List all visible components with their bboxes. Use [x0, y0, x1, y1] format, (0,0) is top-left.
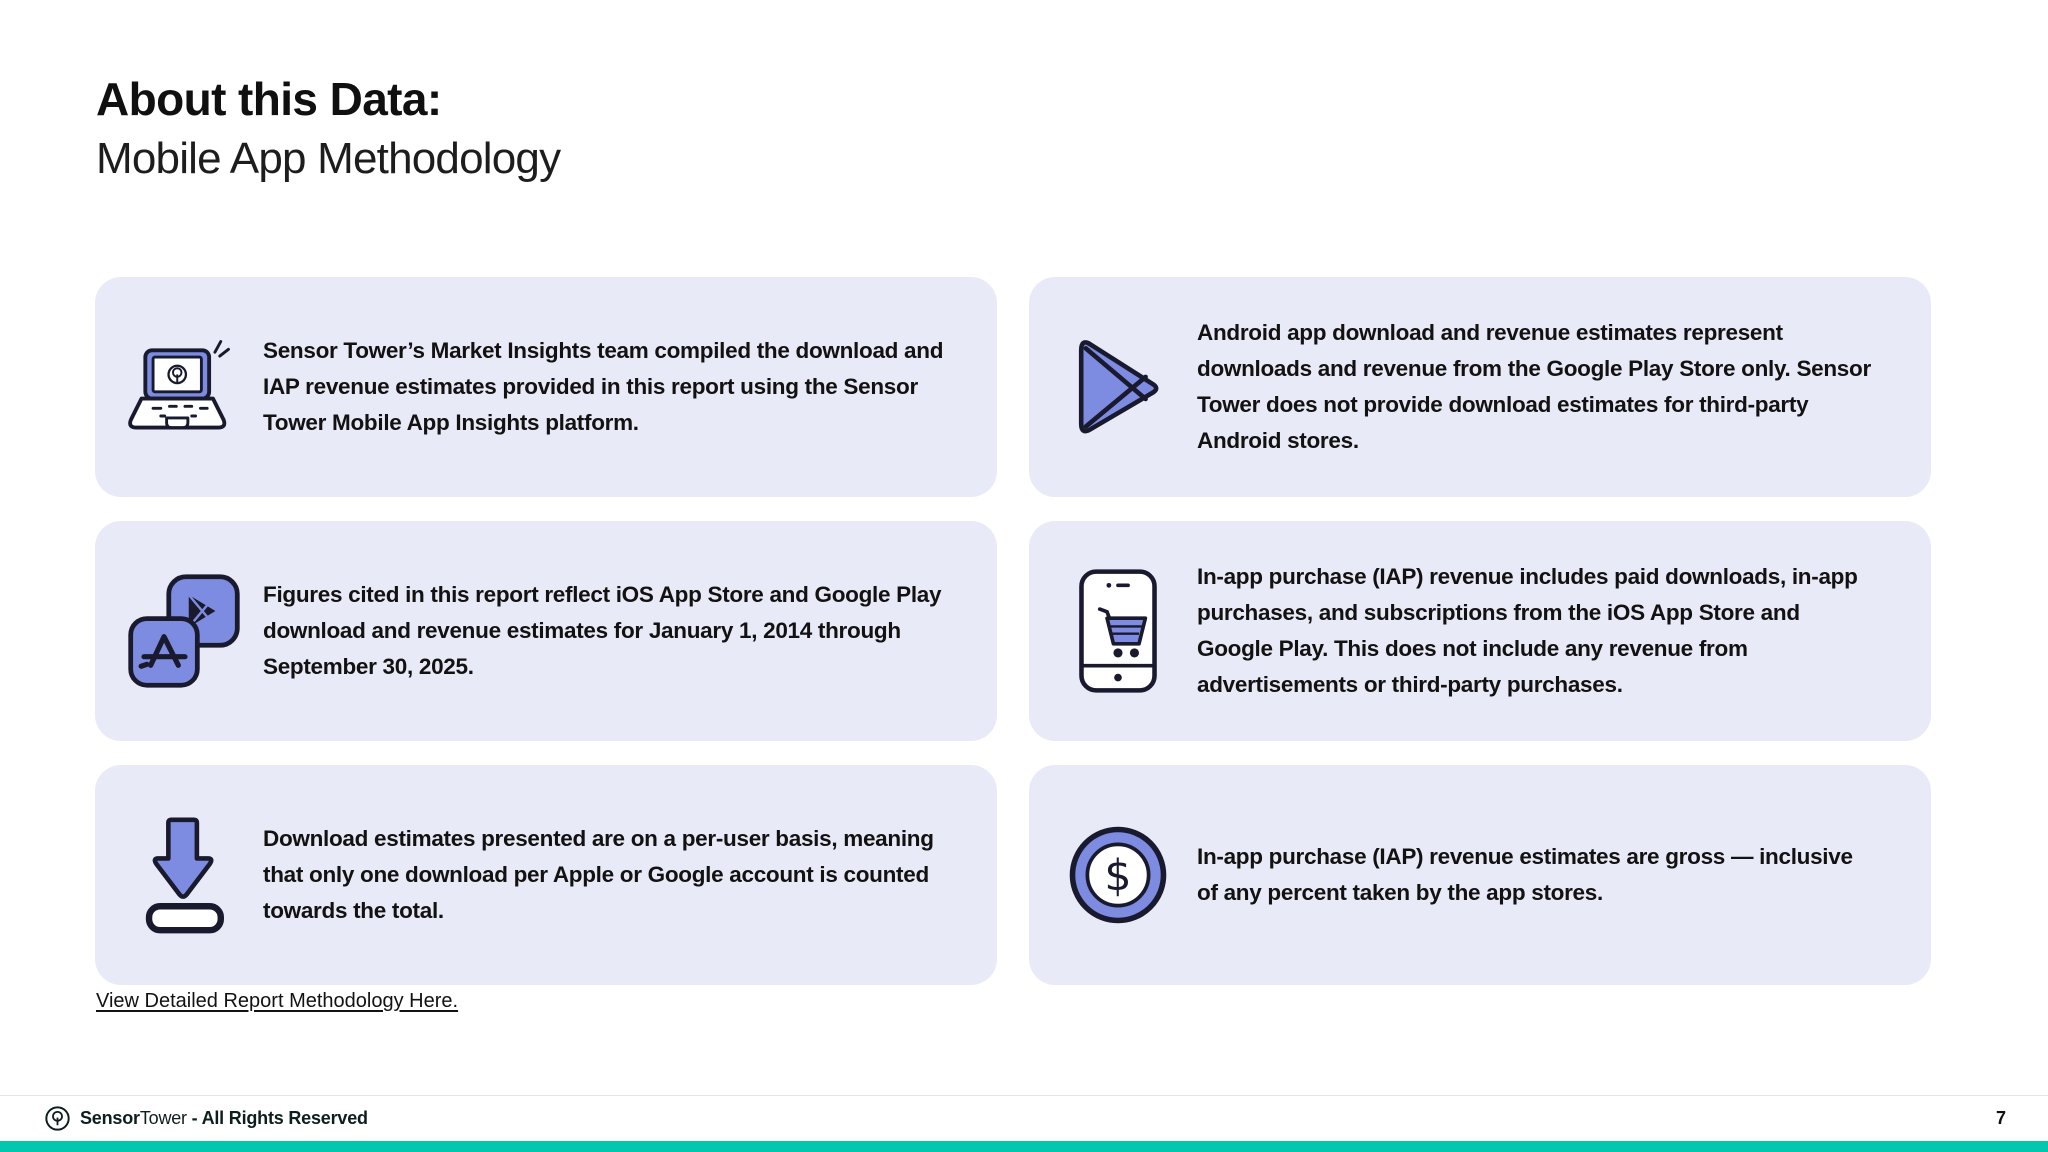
card-iap-revenue: [1029, 521, 1931, 741]
brand-tower: Tower: [139, 1108, 187, 1128]
card-market-insights: [95, 277, 997, 497]
footer: [0, 1095, 2048, 1141]
card-android-estimates: [1029, 277, 1931, 497]
page-title: About this Data:: [96, 73, 442, 125]
svg-text:$: $: [1104, 850, 1132, 901]
card-text: Android app download and revenue estimates represent downloads and revenue from the Google Play Store only. Sensor Tower does not provide download estimates for third-party Android stores.: [1197, 320, 1871, 453]
card-text: In-app purchase (IAP) revenue estimates are gross — inclusive of any percent taken by the app stores.: [1197, 844, 1853, 905]
bottom-accent-bar: [0, 1141, 2048, 1152]
rights-reserved-text: - All Rights Reserved: [191, 1108, 368, 1128]
sensor-tower-logo-icon: [44, 1105, 80, 1132]
phone-shopping-cart-icon: [1057, 567, 1179, 695]
methodology-card-grid: [95, 277, 1931, 985]
card-per-user-downloads: [95, 765, 997, 985]
card-text: In-app purchase (IAP) revenue includes paid downloads, in-app purchases, and subscriptions from the iOS App Store and Google Play. This does not include any revenue from advertisements or third-party purchases.: [1197, 564, 1858, 697]
page-subtitle: Mobile App Methodology: [96, 134, 561, 183]
card-text: Download estimates presented are on a per-user basis, meaning that only one download per Apple or Google account is counted towards the total.: [263, 826, 934, 923]
brand-sensor: Sensor: [80, 1108, 140, 1128]
laptop-sensor-tower-icon: [123, 334, 245, 440]
card-report-period: [95, 521, 997, 741]
google-play-icon: [1057, 334, 1179, 440]
card-text: Sensor Tower’s Market Insights team compiled the download and IAP revenue estimates provided in this report using the Sensor Tower Mobile App Insights platform.: [263, 338, 944, 435]
card-gross-revenue: [1029, 765, 1931, 985]
app-store-google-play-icon: [123, 571, 245, 691]
view-methodology-link[interactable]: View Detailed Report Methodology Here.: [96, 990, 459, 1012]
dollar-coin-icon: [1057, 823, 1179, 927]
download-arrow-icon: [123, 812, 245, 938]
page-number: 7: [1995, 1108, 2006, 1128]
footer-brand: [44, 1105, 368, 1132]
footer-copyright-text: [80, 1108, 368, 1129]
card-text: Figures cited in this report reflect iOS App Store and Google Play download and revenue estimates for January 1, 2014 through September 30, 2025.: [263, 582, 942, 679]
page-title-block: [96, 72, 560, 184]
